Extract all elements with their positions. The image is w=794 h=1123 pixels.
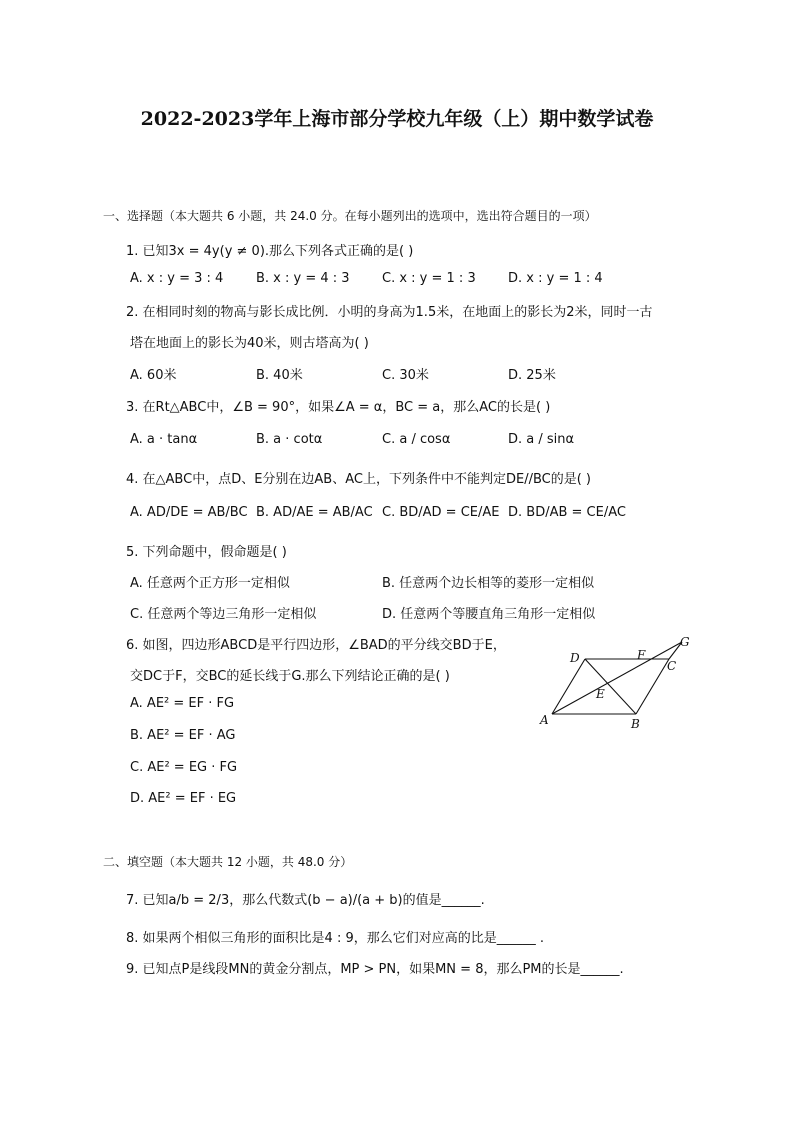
label-f: F — [637, 648, 646, 662]
section-1-header: 一、选择题（本大题共 6 小题，共 24.0 分。在每小题列出的选项中，选出符合题目的一项） — [103, 209, 597, 223]
q4-option-c: C. BD/AD = CE/AE — [382, 505, 500, 520]
q3-option-b: B. a · cotα — [256, 432, 323, 447]
q2-option-b: B. 40米 — [256, 368, 303, 383]
question-5: 5. 下列命题中，假命题是( ) — [126, 545, 287, 560]
q5-option-c: C. 任意两个等边三角形一定相似 — [130, 607, 317, 622]
parallelogram-figure — [536, 632, 696, 732]
question-3: 3. 在Rt△ABC中，∠B = 90°，如果∠A = α，BC = a，那么AC的长是( ) — [126, 400, 551, 415]
q3-option-a: A. a · tanα — [130, 432, 198, 447]
q6-option-c: C. AE² = EG · FG — [130, 760, 238, 775]
section-2-header: 二、填空题（本大题共 12 小题，共 48.0 分） — [103, 855, 353, 869]
q1-option-d: D. x : y = 1 : 4 — [508, 271, 603, 286]
question-8: 8. 如果两个相似三角形的面积比是4 : 9，那么它们对应高的比是______ . — [126, 931, 544, 946]
question-2: 2. 在相同时刻的物高与影长成比例．小明的身高为1.5米，在地面上的影长为2米，同时一古 — [126, 305, 653, 320]
q1-option-a: A. x : y = 3 : 4 — [130, 271, 224, 286]
question-7: 7. 已知a/b = 2/3，那么代数式(b − a)/(a + b)的值是______. — [126, 893, 485, 908]
question-6-line2: 交DC于F，交BC的延长线于G.那么下列结论正确的是( ) — [130, 669, 450, 684]
q3-option-d: D. a / sinα — [508, 432, 575, 447]
page-title: 2022-2023学年上海市部分学校九年级（上）期中数学试卷 — [140, 108, 654, 130]
q6-option-a: A. AE² = EF · FG — [130, 696, 235, 711]
q5-option-a: A. 任意两个正方形一定相似 — [130, 576, 290, 591]
question-2-line2: 塔在地面上的影长为40米，则古塔高为( ) — [130, 336, 369, 351]
q4-option-b: B. AD/AE = AB/AC — [256, 505, 373, 520]
q2-option-a: A. 60米 — [130, 368, 177, 383]
q1-option-c: C. x : y = 1 : 3 — [382, 271, 476, 286]
q4-option-d: D. BD/AB = CE/AC — [508, 505, 626, 520]
question-1: 1. 已知3x = 4y(y ≠ 0).那么下列各式正确的是( ) — [126, 244, 414, 259]
label-a: A — [540, 713, 549, 727]
label-e: E — [596, 687, 605, 701]
q5-option-d: D. 任意两个等腰直角三角形一定相似 — [382, 607, 596, 622]
question-4: 4. 在△ABC中，点D、E分别在边AB、AC上，下列条件中不能判定DE//BC的是( ) — [126, 472, 591, 487]
label-b: B — [631, 717, 640, 731]
question-6: 6. 如图，四边形ABCD是平行四边形，∠BAD的平分线交BD于E， — [126, 638, 506, 653]
q4-option-a: A. AD/DE = AB/BC — [130, 505, 248, 520]
q1-option-b: B. x : y = 4 : 3 — [256, 271, 350, 286]
q3-option-c: C. a / cosα — [382, 432, 451, 447]
label-g: G — [680, 635, 690, 649]
q6-option-d: D. AE² = EF · EG — [130, 791, 237, 806]
q2-option-c: C. 30米 — [382, 368, 429, 383]
q6-option-b: B. AE² = EF · AG — [130, 728, 236, 743]
q2-option-d: D. 25米 — [508, 368, 556, 383]
label-d: D — [570, 651, 580, 665]
q5-option-b: B. 任意两个边长相等的菱形一定相似 — [382, 576, 595, 591]
label-c: C — [667, 659, 677, 673]
question-9: 9. 已知点P是线段MN的黄金分割点，MP > PN，如果MN = 8，那么PM的长是______. — [126, 962, 624, 977]
